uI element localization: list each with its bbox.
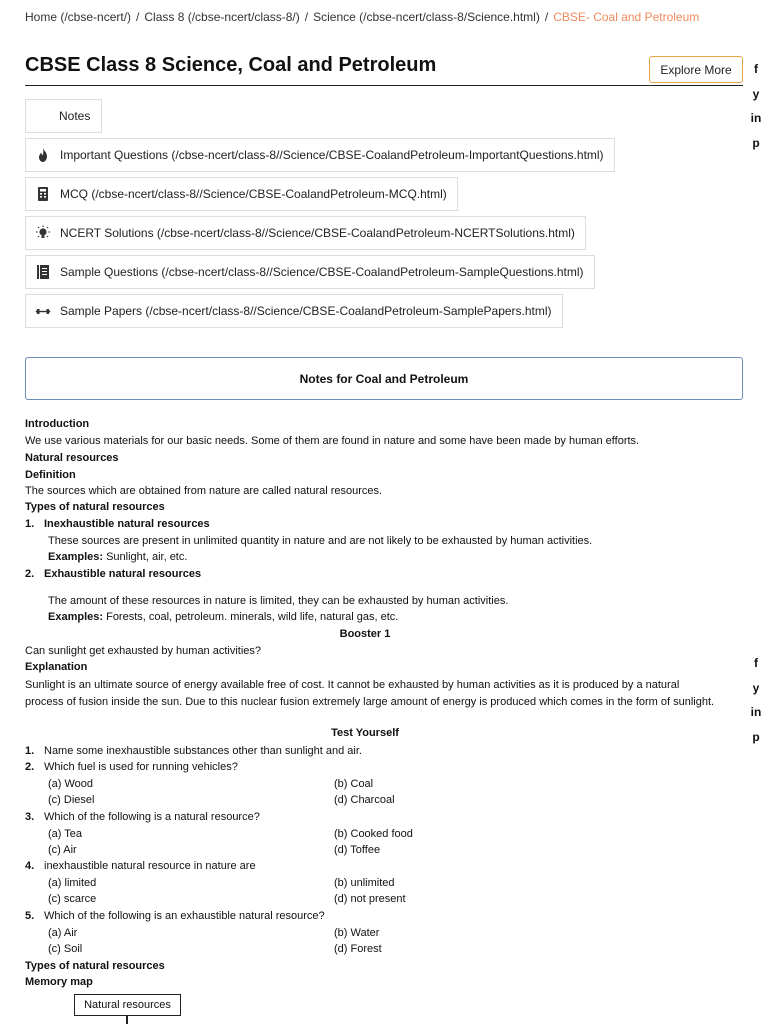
nav-mcq[interactable]: [25, 177, 458, 211]
memory-map-connector: [126, 1016, 128, 1024]
option: (b) unlimited: [334, 877, 395, 889]
examples-label: Examples:: [48, 551, 104, 563]
option: (d) Toffee: [334, 844, 381, 856]
twitter-icon[interactable]: y: [752, 86, 760, 101]
option: (c) Soil: [48, 943, 83, 955]
memory-map-root-node: Natural resources: [74, 994, 181, 1016]
list-number: 2.: [25, 568, 35, 580]
type1-paragraph: These sources are present in unlimited quantity in nature and are not likely to be exhausted by human activities.: [48, 535, 593, 547]
option: (a) Tea: [48, 828, 83, 840]
social-share-bar: [745, 57, 767, 155]
booster-question: Can sunlight get exhausted by human activities?: [25, 645, 262, 657]
facebook-icon[interactable]: f: [754, 656, 758, 671]
breadcrumb: [25, 10, 699, 24]
twitter-icon[interactable]: y: [752, 680, 760, 695]
arrows-horizontal-icon: [34, 302, 52, 320]
nav-important-questions-label: Important Questions (/cbse-ncert/class-8//Science/CBSE-CoalandPetroleum-ImportantQuestions.html): [60, 148, 604, 162]
option: (c) Air: [48, 844, 77, 856]
option: (c) Diesel: [48, 794, 95, 806]
type1-heading: Inexhaustible natural resources: [44, 518, 210, 530]
list-number: 2.: [25, 761, 35, 773]
booster-heading: Booster 1: [339, 628, 391, 640]
memory-map-heading: Memory map: [25, 976, 93, 988]
explore-more-button[interactable]: Explore More: [649, 56, 743, 83]
type1-examples: [48, 550, 187, 564]
option: (d) Forest: [334, 943, 382, 955]
document-icon: [34, 263, 52, 281]
breadcrumb-class-link[interactable]: Class 8 (/cbse-ncert/class-8/): [144, 10, 300, 24]
list-number: 1.: [25, 745, 35, 757]
linkedin-icon[interactable]: in: [750, 111, 762, 126]
option: (c) scarce: [48, 893, 97, 905]
nav-sample-papers-label: Sample Papers (/cbse-ncert/class-8//Science/CBSE-CoalandPetroleum-SamplePapers.html): [60, 304, 552, 318]
list-number: 3.: [25, 811, 35, 823]
natural-resources-heading: Natural resources: [25, 452, 119, 464]
breadcrumb-home-link[interactable]: Home (/cbse-ncert/): [25, 10, 132, 24]
nav-mcq-label: MCQ (/cbse-ncert/class-8//Science/CBSE-CoalandPetroleum-MCQ.html): [60, 187, 447, 201]
examples-label: Examples:: [48, 611, 104, 623]
question-1: Name some inexhaustible substances other than sunlight and air.: [44, 745, 362, 757]
option: (a) Air: [48, 927, 78, 939]
question-3: Which of the following is a natural resource?: [44, 811, 260, 823]
nav-ncert-solutions-label: NCERT Solutions (/cbse-ncert/class-8//Science/CBSE-CoalandPetroleum-NCERTSolutions.html): [60, 226, 575, 240]
pinterest-icon[interactable]: p: [752, 729, 760, 744]
test-yourself-heading: Test Yourself: [331, 727, 399, 739]
breadcrumb-separator: /: [544, 10, 549, 24]
list-number: 4.: [25, 860, 35, 872]
explanation-heading: Explanation: [25, 661, 88, 673]
option: (b) Water: [334, 927, 380, 939]
pinterest-icon[interactable]: p: [752, 135, 760, 150]
option: (b) Cooked food: [334, 828, 413, 840]
breadcrumb-science-link[interactable]: Science (/cbse-ncert/class-8/Science.html): [313, 10, 540, 24]
facebook-icon[interactable]: f: [754, 62, 758, 77]
type2-examples-text: Forests, coal, petroleum. minerals, wild life, natural gas, etc.: [106, 611, 399, 623]
type2-examples: [48, 610, 398, 624]
nav-sample-questions[interactable]: [25, 255, 595, 289]
list-number: 5.: [25, 910, 35, 922]
list-number: 1.: [25, 518, 35, 530]
types-heading: Types of natural resources: [25, 501, 165, 513]
social-share-bar: [745, 651, 767, 749]
explanation-paragraph: Sunlight is an ultimate source of energy available free of cost. It cannot be exhausted by human activities as it is produced by a natural process of fusion inside the sun. Due to this nuclear fusion extremely large amount of energy is produced which comes in the form of sunlight.: [25, 679, 715, 708]
question-4: inexhaustible natural resource in nature are: [44, 860, 256, 872]
type2-heading: Exhaustible natural resources: [44, 568, 202, 580]
types-heading-2: Types of natural resources: [25, 960, 165, 972]
breadcrumb-current: CBSE- Coal and Petroleum: [553, 10, 700, 24]
type1-examples-text: Sunlight, air, etc.: [106, 551, 188, 563]
lightbulb-icon: [34, 224, 52, 242]
nav-important-questions[interactable]: [25, 138, 615, 172]
option: (b) Coal: [334, 778, 374, 790]
nav-sample-questions-label: Sample Questions (/cbse-ncert/class-8//Science/CBSE-CoalandPetroleum-SampleQuestions.html): [60, 265, 584, 279]
intro-heading: Introduction: [25, 418, 90, 430]
breadcrumb-separator: /: [136, 10, 140, 24]
nav-notes[interactable]: [25, 99, 102, 133]
nav-ncert-solutions[interactable]: [25, 216, 586, 250]
linkedin-icon[interactable]: in: [750, 705, 762, 720]
option: (d) Charcoal: [334, 794, 395, 806]
definition-paragraph: The sources which are obtained from nature are called natural resources.: [25, 485, 383, 497]
fire-icon: [34, 146, 52, 164]
calculator-icon: [34, 185, 52, 203]
question-2: Which fuel is used for running vehicles?: [44, 761, 238, 773]
question-5: Which of the following is an exhaustible natural resource?: [44, 910, 325, 922]
intro-paragraph: We use various materials for our basic needs. Some of them are found in nature and some have been made by human efforts.: [25, 435, 640, 447]
title-divider: [25, 85, 743, 86]
definition-heading: Definition: [25, 469, 76, 481]
page-title: CBSE Class 8 Science, Coal and Petroleum: [25, 54, 437, 76]
option: (a) limited: [48, 877, 97, 889]
breadcrumb-separator: /: [304, 10, 309, 24]
option: (a) Wood: [48, 778, 94, 790]
option: (d) not present: [334, 893, 406, 905]
notes-header: Notes for Coal and Petroleum: [25, 357, 743, 400]
nav-notes-label: Notes: [59, 109, 91, 123]
nav-sample-papers[interactable]: [25, 294, 563, 328]
type2-paragraph: The amount of these resources in nature is limited, they can be exhausted by human activities.: [48, 595, 509, 607]
